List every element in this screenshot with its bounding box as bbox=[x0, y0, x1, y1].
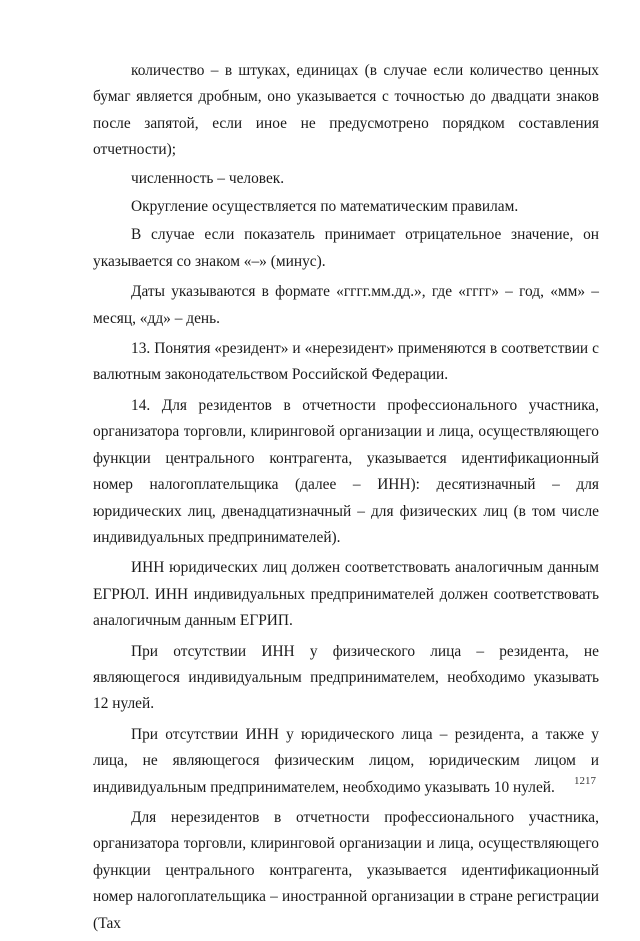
paragraph-missing-inn-legal-entity: При отсутствии ИНН у юридического лица – резидента, а также у лица, не являющегося физическим лицом, юридическим лицом и индивидуальным предпринимателем, необходимо указывать 10 нулей. bbox=[93, 725, 599, 796]
paragraph-missing-inn-individual: При отсутствии ИНН у физического лица – резидента, не являющегося индивидуальным предпринимателем, необходимо указывать 12 нулей. bbox=[93, 642, 599, 713]
page-number: 1217 bbox=[574, 775, 596, 787]
paragraph-item-13-resident: 13. Понятия «резидент» и «нерезидент» применяются в соответствии с валютным законодательством Российской Федерации. bbox=[93, 340, 599, 384]
paragraph-date-format: Даты указываются в формате «гггг.мм.дд.», где «гггг» – год, «мм» – месяц, «дд» – день. bbox=[93, 283, 599, 327]
paragraph-inn-registries: ИНН юридических лиц должен соответствовать аналогичным данным ЕГРЮЛ. ИНН индивидуальных предпринимателей должен соответствовать аналогичным данным ЕГРИП. bbox=[93, 559, 599, 630]
paragraph-nonresidents-tin: Для нерезидентов в отчетности профессионального участника, организатора торговли, клиринговой организации и лица, осуществляющего функции центрального контрагента, указывается идентификационный номер налогоплательщика – иностранной организации в стране регистрации (Tax bbox=[93, 808, 599, 932]
document-body bbox=[93, 58, 599, 941]
paragraph-headcount-units: численность – человек. bbox=[131, 169, 285, 187]
paragraph-item-14-inn-residents: 14. Для резидентов в отчетности профессионального участника, организатора торговли, клиринговой организации и лица, осуществляющего функции центрального контрагента, указывается идентификационный номер налогоплательщика (далее – ИНН): десятизначный – для юридических лиц, двенадцатизначный – для физических лиц (в том числе индивидуальных предпринимателей). bbox=[93, 396, 599, 546]
paragraph-negative-values: В случае если показатель принимает отрицательное значение, он указывается со знаком «–» (минус). bbox=[93, 226, 599, 270]
paragraph-rounding: Округление осуществляется по математическим правилам. bbox=[131, 198, 519, 216]
paragraph-quantity-units: количество – в штуках, единицах (в случае если количество ценных бумаг является дробным, оно указывается с точностью до двадцати знаков после запятой, если иное не предусмотрено порядком составления отчетности); bbox=[93, 62, 599, 159]
